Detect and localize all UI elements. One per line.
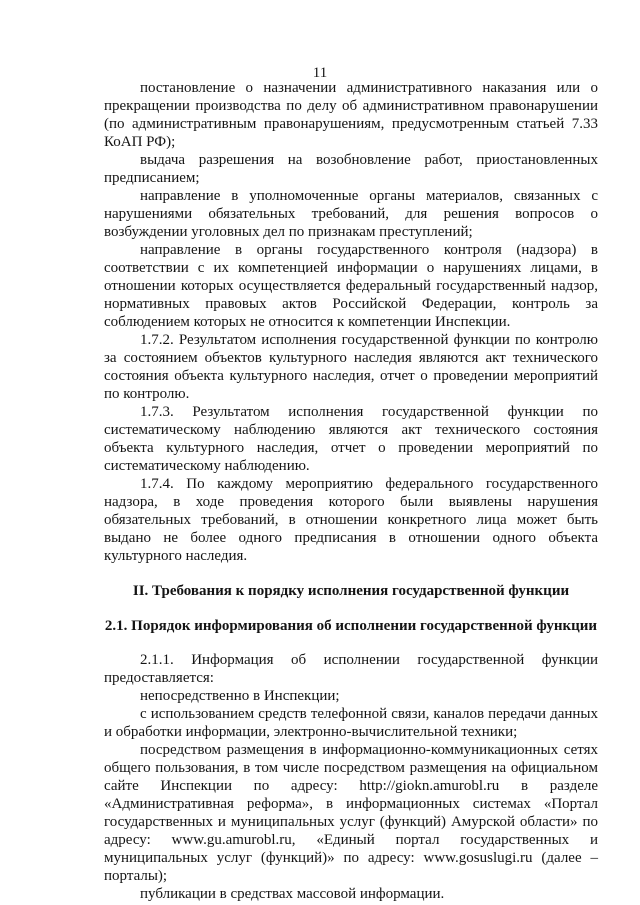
paragraph: посредством размещения в информационно-коммуникационных сетях общего пользования, в том числе посредством размещения на официальном сайте Инспекции по адресу: http://giokn.amurobl.ru в разделе «Административная реформа», в информационных системах «Портал государственных и муниципальных услуг (функций) Амурской области» по адресу: www.gu.amurobl.ru, «Единый портал государственных и муниципальных услуг (функций)» по адресу: www.gosuslugi.ru (далее – порталы); <box>104 742 598 884</box>
paragraph: 2.1.1. Информация об исполнении государственной функции предоставляется: <box>104 652 598 686</box>
paragraph: публикации в средствах массовой информации. <box>140 886 445 902</box>
paragraph: 1.7.4. По каждому мероприятию федерального государственного надзора, в ходе проведения которого были выявлены нарушения обязательных требований, в отношении конкретного лица может быть выдано не более одного предписания в отношении одного объекта культурного наследия. <box>104 476 598 564</box>
paragraph: с использованием средств телефонной связи, каналов передачи данных и обработки информации, электронно-вычислительной техники; <box>104 706 598 740</box>
subsection-heading: 2.1. Порядок информирования об исполнении государственной функции <box>104 618 598 634</box>
paragraph: постановление о назначении административного наказания или о прекращении производства по делу об административном правонарушении (по административным правонарушениям, предусмотренным статьей 7.33 КоАП РФ); <box>104 80 598 150</box>
document-body <box>104 79 598 903</box>
section-heading: II. Требования к порядку исполнения государственной функции <box>132 583 570 599</box>
paragraph: направление в органы государственного контроля (надзора) в соответствии с их компетенцией информации о нарушениях лицами, в отношении которых осуществляется федеральный государственный надзор, нормативных правовых актов Российской Федерации, контроль за соблюдением которых не относится к компетенции Инспекции. <box>104 242 598 330</box>
paragraph: выдача разрешения на возобновление работ, приостановленных предписанием; <box>104 152 598 186</box>
paragraph: непосредственно в Инспекции; <box>140 688 340 704</box>
paragraph: направление в уполномоченные органы материалов, связанных с нарушениями обязательных требований, для решения вопросов о возбуждении уголовных дел по признакам преступлений; <box>104 188 598 240</box>
paragraph: 1.7.3. Результатом исполнения государственной функции по систематическому наблюдению являются акт технического состояния объекта культурного наследия, отчет о проведении мероприятий по систематическому наблюдению. <box>104 404 598 474</box>
paragraph: 1.7.2. Результатом исполнения государственной функции по контролю за состоянием объектов культурного наследия являются акт технического состояния объекта культурного наследия, отчет о проведении мероприятий по контролю. <box>104 332 598 402</box>
page-number: 11 <box>312 65 328 81</box>
